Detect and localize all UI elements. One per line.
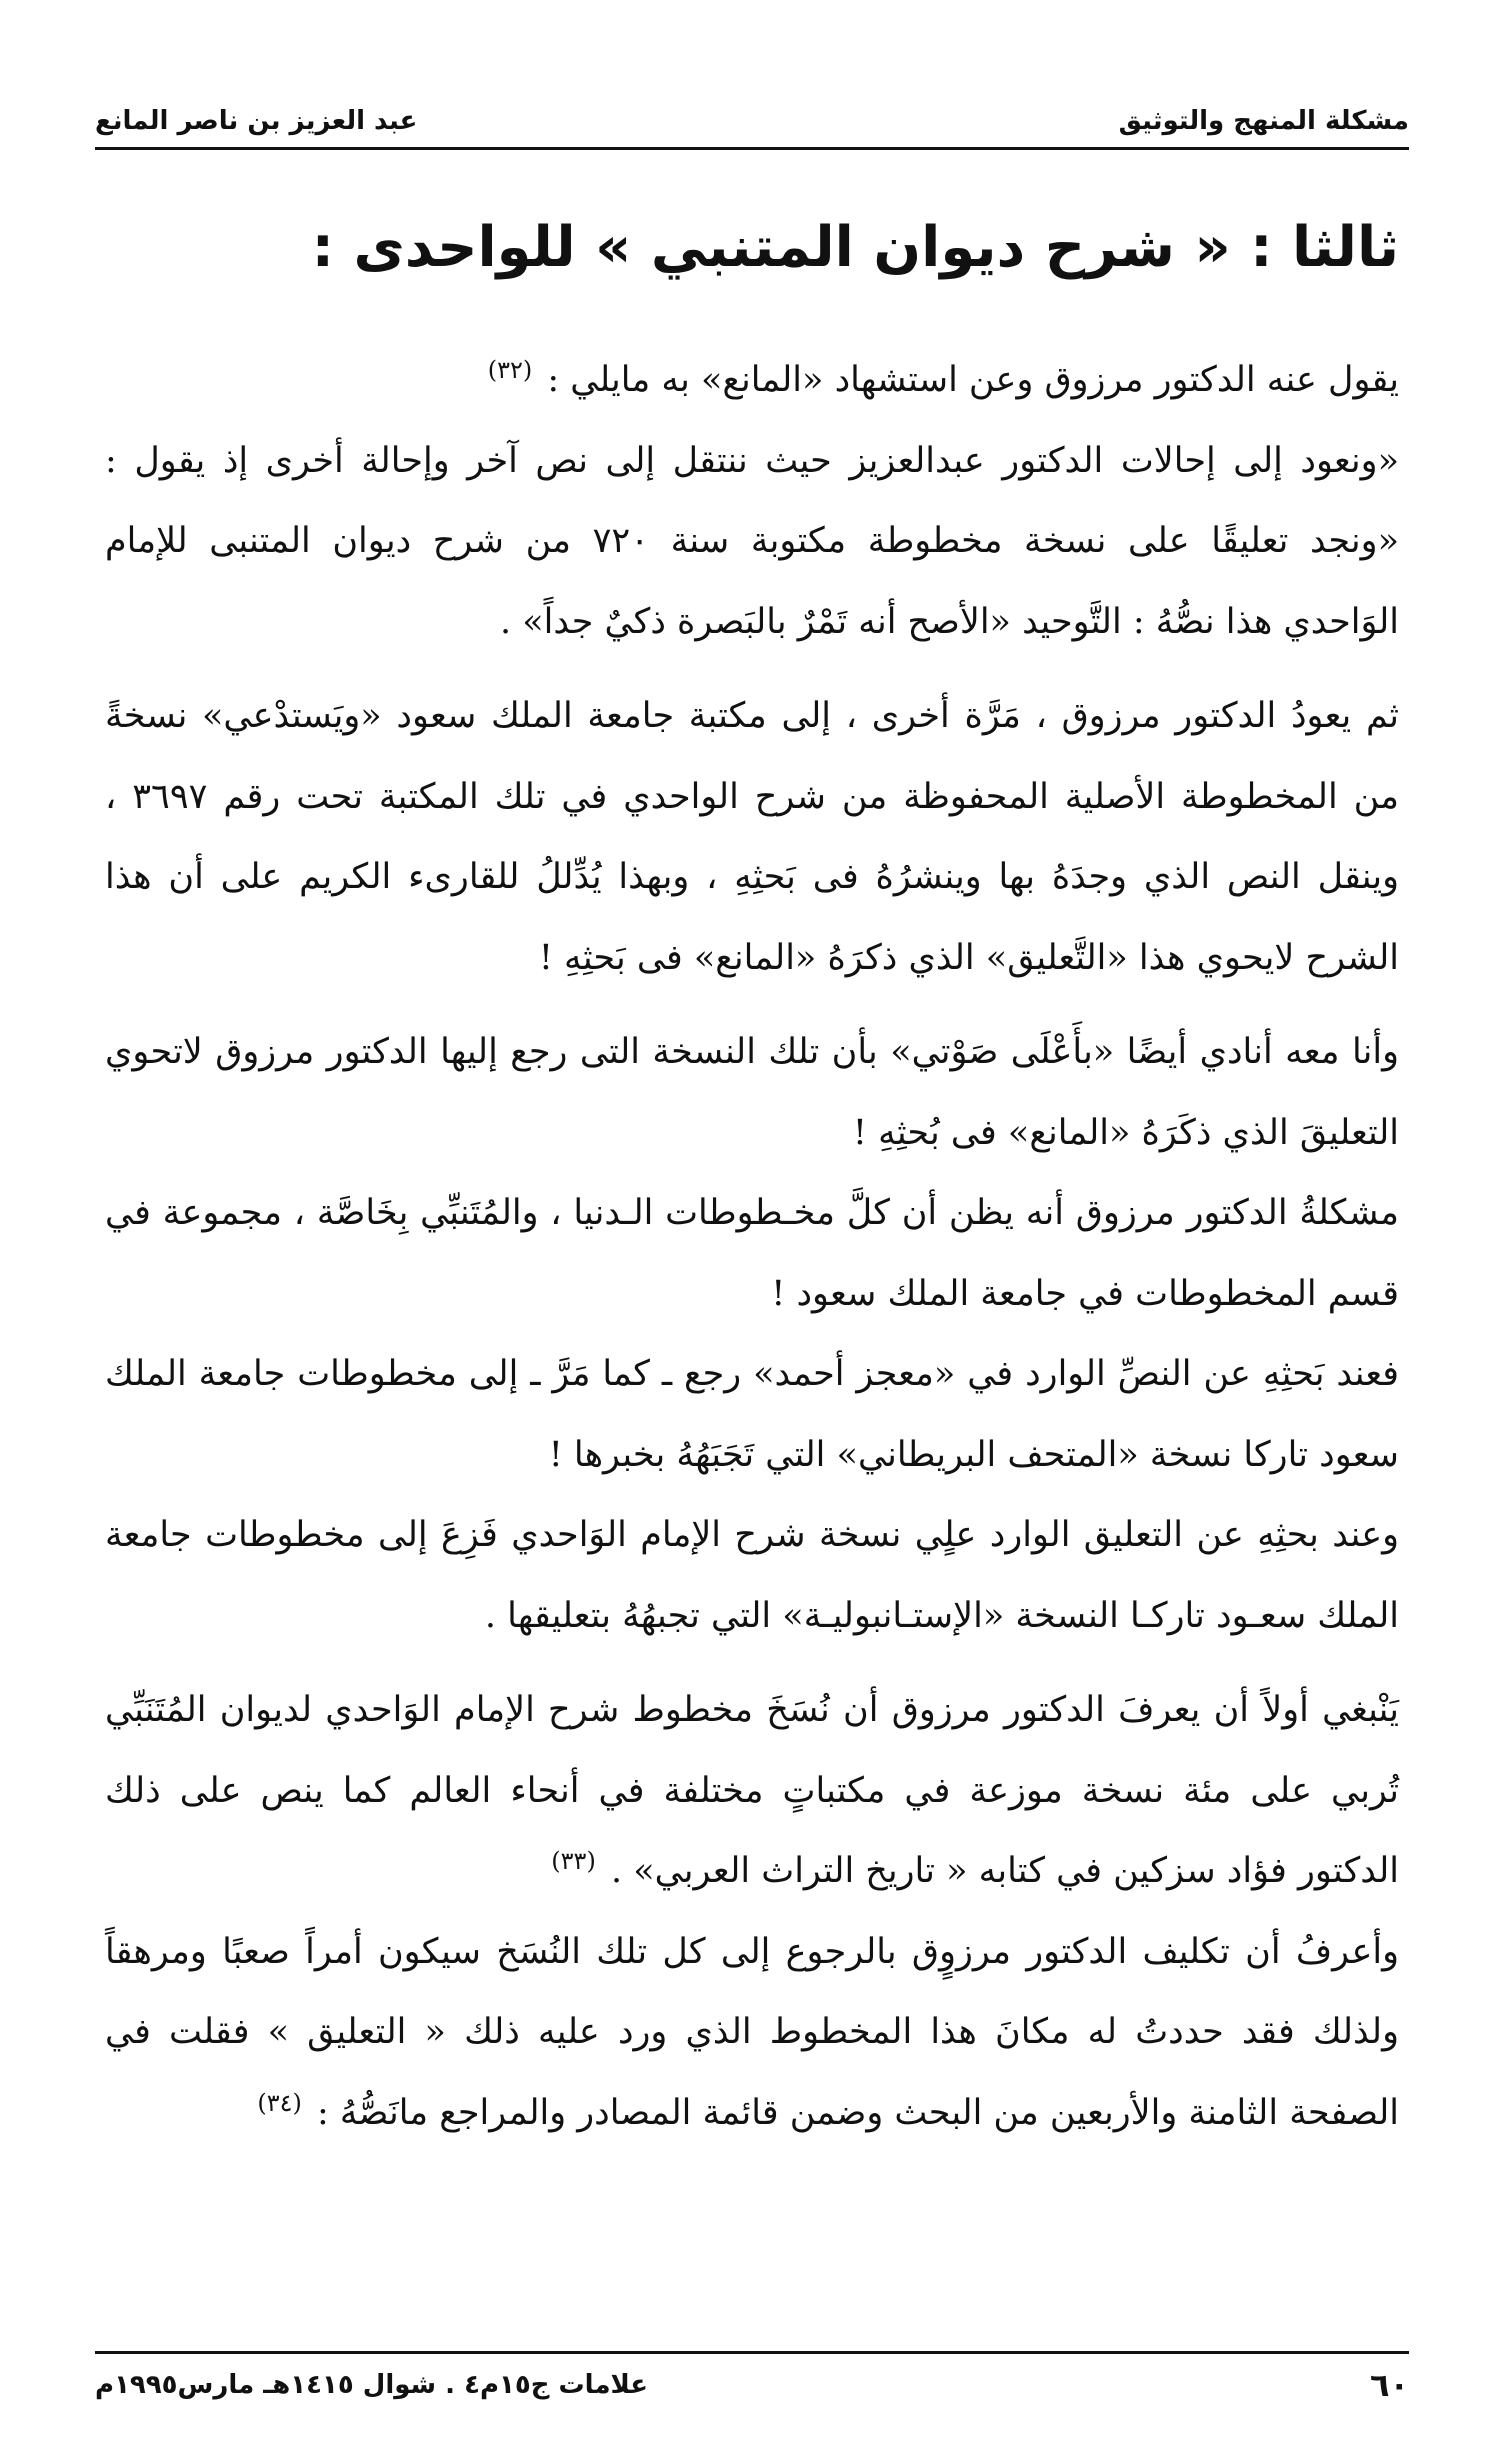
header-rule	[95, 147, 1409, 150]
body-text	[105, 340, 1399, 2153]
running-footer	[95, 2360, 1409, 2410]
journal-issue-info: علامات ج١٥م٤ . شوال ١٤١٥هـ مارس١٩٩٥م	[95, 2370, 649, 2400]
section-title: ثالثا : « شرح ديوان المتنبي » للواحدى :	[311, 215, 1399, 280]
paragraph	[105, 1670, 1399, 1912]
header-author-name: عبد العزيز بن ناصر المانع	[95, 106, 418, 136]
paragraph-text: «ونعود إلى إحالات الدكتور عبدالعزيز حيث ننتقل إلى نص آخر وإحالة أخرى إذ يقول : «ونجد تعليقًا على نسخة مخطوطة مكتوبة سنة ٧٢٠ من شرح ديوان المتنبى للإمام الوَاحدي هذا نصُّهُ : التَّوحيد «الأصح أنه تَمْرٌ بالبَصرة ذكيٌ جداً» .	[105, 440, 1399, 642]
paragraph	[105, 1912, 1399, 2154]
paragraph	[105, 1173, 1399, 1334]
footer-rule	[95, 2351, 1409, 2354]
paragraph-text: وأنا معه أنادي أيضًا «بأَعْلَى صَوْتي» بأن تلك النسخة التى رجع إليها الدكتور مرزوق لاتحوي التعليقَ الذي ذكَرَهُ «المانع» فى بُحثِهِ !	[105, 1032, 1399, 1153]
paragraph-text: وعند بحثِهِ عن التعليق الوارد علٍي نسخة شرح الإمام الوَاحدي فَزِعَ إلى مخطوطات جامعة الملك سعـود تاركـا النسخة «الإستـانبوليـة» التي تجبهُهُ بتعليقها .	[105, 1515, 1399, 1636]
footnote-reference: (٣٣)	[551, 1847, 596, 1876]
footnote-reference: (٣٤)	[257, 2088, 302, 2117]
paragraph	[105, 1334, 1399, 1495]
paragraph-text: مشكلةُ الدكتور مرزوق أنه يظن أن كلَّ مخـطوطات الـدنيا ، والمُتَنبِّي بِخَاصَّة ، مجموعة في قسم المخطوطات في جامعة الملك سعود !	[105, 1193, 1399, 1314]
running-header	[95, 98, 1409, 144]
paragraph-text: ثم يعودُ الدكتور مرزوق ، مَرَّة أخرى ، إلى مكتبة جامعة الملك سعود «ويَستدْعي» نسخةً من المخطوطة الأصلية المحفوظة من شرح الواحدي في تلك المكتبة تحت رقم ٣٦٩٧ ، وينقل النص الذي وجدَهُ بها وينشرُهُ فى بَحثِهِ ، وبهذا يُدِّللُ للقارىء الكريم على أن هذا الشرح لايحوي هذا «التَّعليق» الذي ذكرَهُ «المانع» فى بَحثِهِ !	[105, 696, 1399, 978]
header-book-title: مشكلة المنهج والتوثيق	[1118, 106, 1409, 136]
paragraph-text: يَنْبغي أولاً أن يعرفَ الدكتور مرزوق أن نُسَخَ مخطوط شرح الإمام الوَاحدي لديوان المُتَنَبِّي تُربي على مئة نسخة موزعة في مكتباتٍ مختلفة في أنحاء العالم كما ينص على ذلك الدكتور فؤاد سزكين في كتابه « تاريخ التراث العربي» .	[105, 1690, 1399, 1891]
paragraph-text: فعند بَحثِهِ عن النصِّ الوارد في «معجز أحمد» رجع ـ كما مَرَّ ـ إلى مخطوطات جامعة الملك سعود تاركا نسخة «المتحف البريطاني» التي تَجَبَهُهُ بخبرها !	[105, 1354, 1399, 1475]
paragraph-text: وأعرفُ أن تكليف الدكتور مرزوٍق بالرجوع إلى كل تلك النُسَخ سيكون أمراً صعبًا ومرهقاً ولذلك فقد حددتُ له مكانَ هذا المخطوط الذي ورد عليه ذلك « التعليق » فقلت في الصفحة الثامنة والأربعين من البحث وضمن قائمة المصادر والمراجع مانَصُّهُ :	[105, 1931, 1399, 2133]
page-number: ٦٠	[1369, 2366, 1409, 2404]
paragraph	[105, 1012, 1399, 1173]
paragraph	[105, 1495, 1399, 1656]
footnote-reference: (٣٢)	[487, 356, 533, 385]
paragraph	[105, 340, 1399, 421]
paragraph	[105, 421, 1399, 663]
paragraph-text: يقول عنه الدكتور مرزوق وعن استشهاد «المانع» به مايلي :	[547, 360, 1399, 400]
paragraph	[105, 676, 1399, 998]
